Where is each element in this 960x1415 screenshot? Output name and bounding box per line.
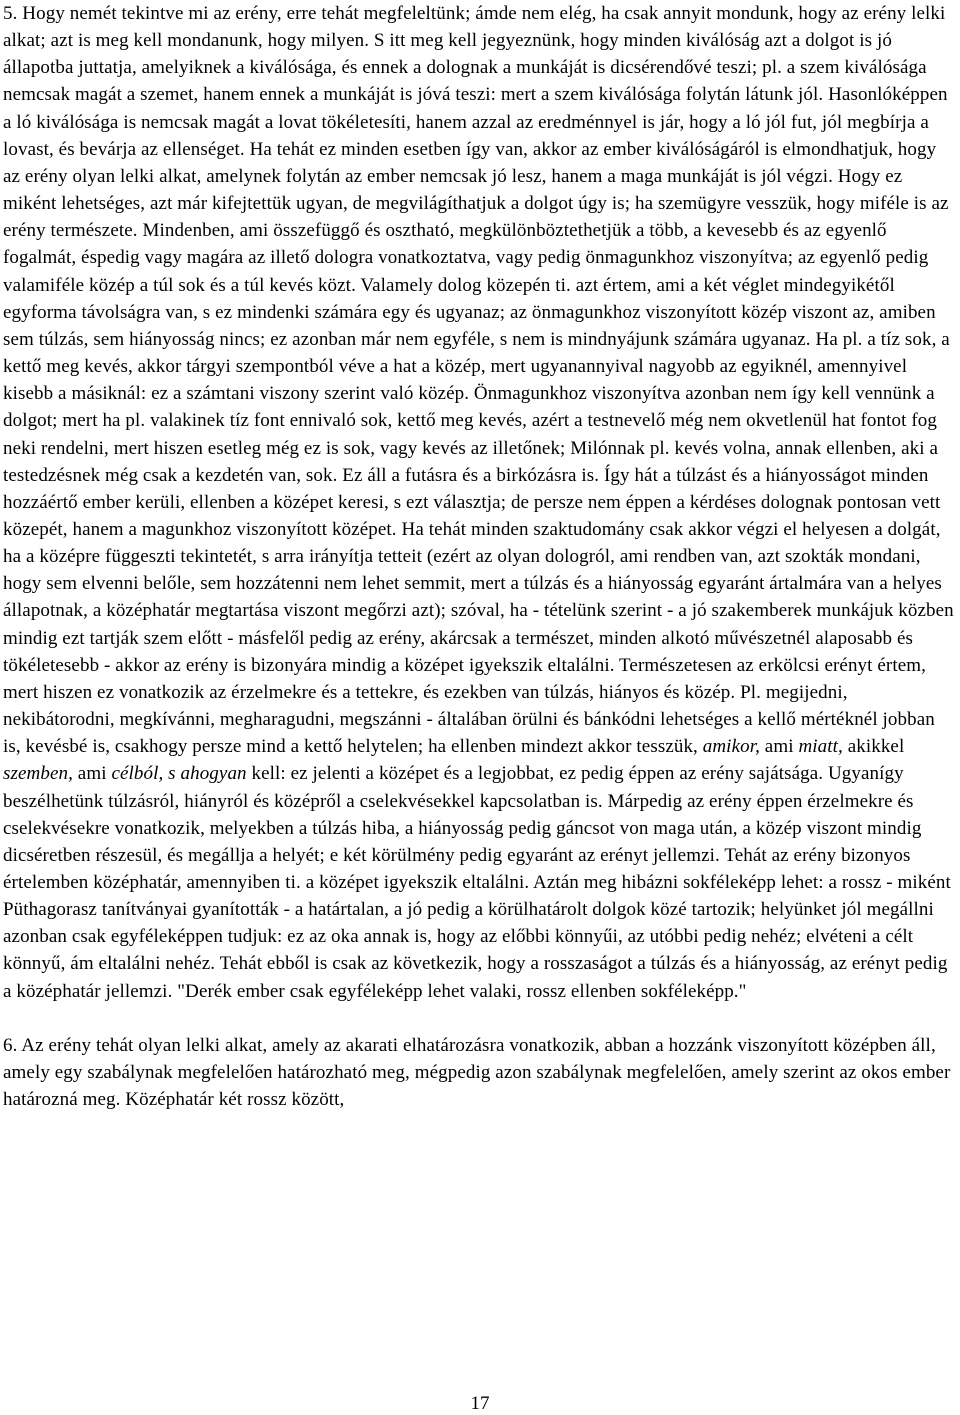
text-segment: ami <box>72 763 112 785</box>
paragraph-6 <box>3 1032 957 1113</box>
italic-segment: miatt, <box>798 736 843 758</box>
paragraph-5 <box>3 0 957 1005</box>
text-segment: akikkel <box>842 736 905 758</box>
document-page <box>3 0 957 1113</box>
text-segment: ami <box>759 736 799 758</box>
page-number: 17 <box>470 1393 490 1414</box>
text-segment: 5. Hogy nemét tekintve mi az erény, erre tehát megfeleltünk; ámde nem elég, ha csak annyit mondunk, hogy az erény lelki alkat; azt is meg kell mondanunk, hogy milyen. S itt meg kell jegyeznünk, hogy minden kiválóság azt a dolgot is jó állapotba juttatja, amelyiknek a kiválósága, és ennek a dolognak a munkáját is dicsérendővé teszi; pl. a szem kiválósága nemcsak magát a szemet, hanem ennek a munkáját is jóvá teszi: mert a szem kiválósága folytán látunk jól. Hasonlóképpen a ló kiválósága is nemcsak magát a lovat tökéletesíti, hanem azzal az eredménnyel is jár, hogy a ló jól fut, jól megbírja a lovast, és bevárja az ellenséget. Ha tehát ez minden esetben így van, akkor az ember kiválóságáról is elmondhatjuk, hogy az erény olyan lelki alkat, amelynek folytán az ember nemcsak jó lesz, hanem a maga munkáját is jól végzi. Hogy ez miként lehetséges, azt már kifejtettük ugyan, de megvilágíthatjuk a dolgot úgy is; ha szemügyre vesszük, hogy miféle is az erény természete. Mindenben, ami összefüggő és osztható, megkülönböztethetjük a több, a kevesebb és az egyenlő fogalmát, éspedig vagy magára az illető dologra vonatkoztatva, vagy pedig önmagunkhoz viszonyítva; az egyenlő pedig valamiféle közép a túl sok és a túl kevés közt. Valamely dolog közepén ti. azt értem, ami a két véglet mindegyikétől egyforma távolságra van, s ez mindenki számára egy és ugyanaz; az önmagunkhoz viszonyított közép viszont az, amiben sem túlzás, sem hiányosság nincs; ez azonban már nem egyféle, s nem is mindnyájunk számára ugyanaz. Ha pl. a tíz sok, a kettő meg kevés, akkor tárgyi szempontból véve a hat a közép, mert ugyanannyival nagyobb az egyiknél, amennyivel kisebb a másiknál: ez a számtani viszony szerint való közép. Önmagunkhoz viszonyítva azonban nem így kell vennünk a dolgot; mert ha pl. valakinek tíz font ennivaló sok, kettő meg kevés, azért a testnevelő még nem okvetlenül hat fontot fog neki rendelni, mert hiszen esetleg még ez is sok, vagy kevés az illetőnek; Milónnak pl. kevés volna, annak ellenben, aki a testedzésnek még csak a kezdetén van, sok. Ez áll a futásra és a birkózásra is. Így hát a túlzást és a hiányosságot minden hozzáértő ember kerüli, ellenben a középet keresi, s ezt választja; de persze nem éppen a kérdéses dolognak pontosan vett közepét, hanem a magunkhoz viszonyított középet. Ha tehát minden szaktudomány csak akkor végzi el helyesen a dolgát, ha a középre függeszti tekintetét, s arra irányítja tetteit (ezért az olyan dologról, ami rendben van, azt szokták mondani, hogy sem elvenni belőle, sem hozzátenni nem lehet semmit, mert a túlzás és a hiányosság egyaránt ártalmára van a helyes állapotnak, a középhatár megtartása viszont megőrzi azt); szóval, ha - tételünk szerint - a jó szakemberek munkájuk közben mindig ezt tartják szem előtt - másfelől pedig az erény, akárcsak a természet, minden alkotó művészetnél alaposabb és tökéletesebb - akkor az erény is bizonyára mindig a középet igyekszik eltalálni. Természetesen az erkölcsi erényt értem, mert hiszen ez vonatkozik az érzelmekre és a tettekre, és ezekben van túlzás, hiányos és közép. Pl. megijedni, nekibátorodni, megkívánni, megharagudni, megszánni - általában örülni és bánkódni lehetséges a kellő mértéknél jobban is, kevésbé is, csakhogy persze mind a kettő helytelen; ha ellenben mindezt akkor tesszük, <box>3 3 954 758</box>
italic-segment: szemben, <box>3 763 73 785</box>
text-segment: kell: ez jelenti a középet és a legjobbat, ez pedig éppen az erény sajátsága. Ugyanígy beszélhetünk túlzásról, hiányról és középről a cselekvésekkel kapcsolatban is. Márpedig az erény éppen érzelmekre és cselekvésekre vonatkozik, melyekben a túlzás hiba, a hiányosság pedig gáncsot von maga után, a közép viszont mindig dicséretben részesül, és megállja a helyét; e két körülmény pedig egyaránt az erényt jellemzi. Tehát az erény bizonyos értelemben középhatár, amennyiben ti. a középet igyekszik eltalálni. Aztán meg hibázni sokféleképp lehet: a rossz - miként Püthagorasz tanítványai gyanították - a határtalan, a jó pedig a körülhatárolt dolgok közé tartozik; helyünket jól megállni azonban csak egyféleképpen tudjuk: ez az oka annak is, hogy az előbbi könnyűi, az utóbbi pedig nehéz; elvéteni a célt könnyű, ám eltalálni nehéz. Tehát ebből is csak az következik, hogy a rosszaságot a túlzás és a hiányosság, az erényt pedig a középhatár jellemzi. "Derék ember csak egyféleképp lehet valaki, rossz ellenben sokféleképp." <box>3 763 951 1002</box>
italic-segment: célból, s ahogyan <box>111 763 247 785</box>
text-segment: 6. Az erény tehát olyan lelki alkat, amely az akarati elhatározásra vonatkozik, abban a hozzánk viszonyított középben áll, amely egy szabálynak megfelelően határozható meg, mégpedig azon szabálynak megfelelően, amely szerint az okos ember határozná meg. Középhatár két rossz között, <box>3 1034 951 1111</box>
italic-segment: amikor, <box>702 736 760 758</box>
